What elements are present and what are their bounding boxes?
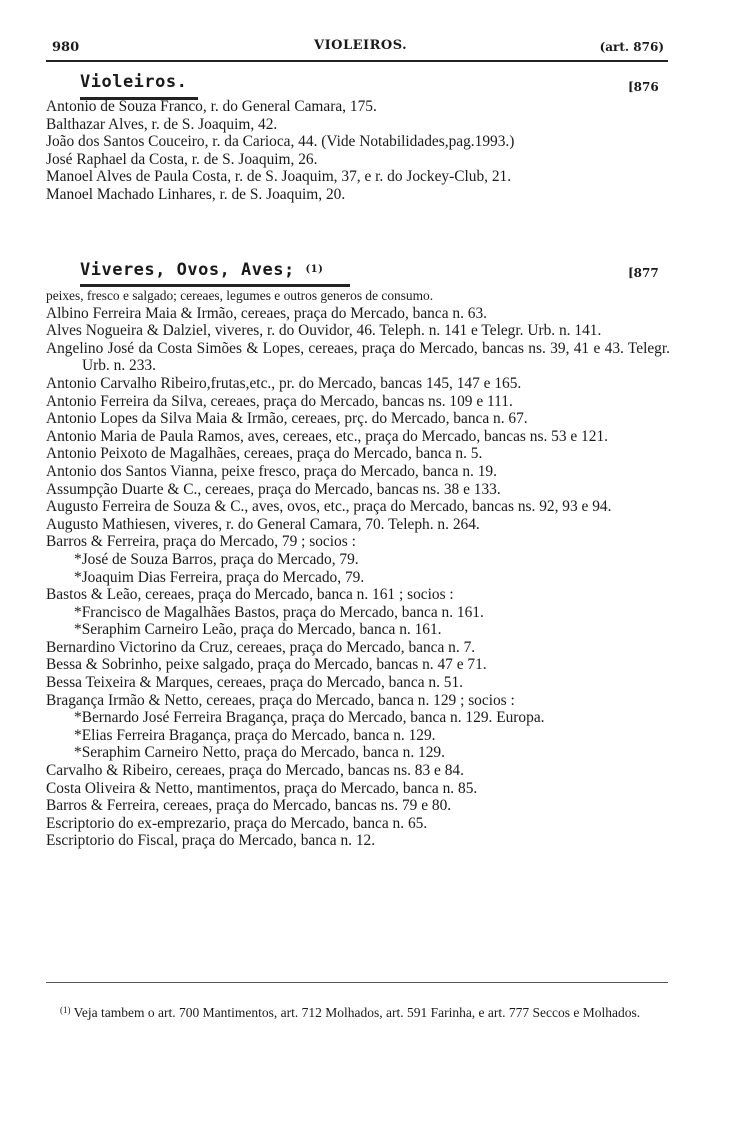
partner-item: *Francisco de Magalhães Bastos, praça do Mercado, banca n. 161. bbox=[74, 603, 484, 621]
header-rule bbox=[46, 60, 668, 62]
partner-item: *Elias Ferreira Bragança, praça do Mercado, banca n. 129. bbox=[74, 726, 436, 744]
list-item: Angelino José da Costa Simões & Lopes, cereaes, praça do Mercado, bancas ns. 39, 41 e 43. Telegr. Urb. n. 233. bbox=[46, 339, 670, 375]
list-item: Alves Nogueira & Dalziel, viveres, r. do Ouvidor, 46. Teleph. n. 141 e Telegr. Urb. n. 141. bbox=[46, 322, 602, 340]
list-item: Manoel Machado Linhares, r. de S. Joaquim, 20. bbox=[46, 185, 346, 203]
list-item: Albino Ferreira Maia & Irmão, cereaes, praça do Mercado, banca n. 63. bbox=[46, 304, 488, 322]
list-item: Carvalho & Ribeiro, cereaes, praça do Mercado, bancas ns. 83 e 84. bbox=[46, 762, 464, 780]
list-item: Augusto Ferreira de Souza & C., aves, ovos, etc., praça do Mercado, bancas ns. 92, 93 e 94. bbox=[46, 498, 612, 516]
list-item: Bastos & Leão, cereaes, praça do Mercado, banca n. 161 ; socios : bbox=[46, 586, 454, 604]
list-item: Assumpção Duarte & C., cereaes, praça do Mercado, bancas ns. 38 e 133. bbox=[46, 480, 501, 498]
list-item: Manoel Alves de Paula Costa, r. de S. Joaquim, 37, e r. do Jockey-Club, 21. bbox=[46, 168, 512, 186]
partner-item: *Seraphim Carneiro Leão, praça do Mercado, banca n. 161. bbox=[74, 621, 442, 639]
list-item: Antonio Lopes da Silva Maia & Irmão, cereaes, prç. do Mercado, banca n. 67. bbox=[46, 410, 528, 428]
footnote bbox=[46, 1002, 670, 1021]
partner-item: *Bernardo José Ferreira Bragança, praça do Mercado, banca n. 129. Europa. bbox=[74, 709, 545, 727]
article-reference: (art. 876) bbox=[599, 40, 664, 54]
list-item: José Raphael da Costa, r. de S. Joaquim, 26. bbox=[46, 150, 318, 168]
list-item: Bessa Teixeira & Marques, cereaes, praça do Mercado, banca n. 51. bbox=[46, 674, 463, 692]
section-title-violeiros bbox=[80, 72, 187, 92]
section-title-text: Viveres, Ovos, Aves; bbox=[80, 260, 295, 280]
list-item: Barros & Ferreira, cereaes, praça do Mercado, bancas ns. 79 e 80. bbox=[46, 797, 452, 815]
list-item: Antonio Carvalho Ribeiro,frutas,etc., pr. do Mercado, bancas 145, 147 e 165. bbox=[46, 374, 522, 392]
violeiros-list bbox=[46, 98, 670, 204]
list-item: Antonio de Souza Franco, r. do General Camara, 175. bbox=[46, 98, 377, 115]
list-item: Bernardino Victorino da Cruz, cereaes, praça do Mercado, banca n. 7. bbox=[46, 638, 476, 656]
footnote-text: Veja tambem o art. 700 Mantimentos, art. 712 Molhados, art. 591 Farinha, e art. 777 Seccos e Molhados. bbox=[73, 1005, 641, 1020]
footnote-marker: (1) bbox=[305, 264, 324, 275]
list-item: Escriptorio do Fiscal, praça do Mercado, banca n. 12. bbox=[46, 832, 376, 850]
footnote-rule bbox=[46, 982, 668, 983]
list-item: Antonio dos Santos Vianna, peixe fresco, praça do Mercado, banca n. 19. bbox=[46, 462, 497, 480]
section-subheading: peixes, fresco e salgado; cereaes, legumes e outros generos de consumo. bbox=[46, 288, 434, 303]
list-item: Bragança Irmão & Netto, cereaes, praça do Mercado, banca n. 129 ; socios : bbox=[46, 691, 515, 709]
list-item: João dos Santos Couceiro, r. da Carioca, 44. (Vide Notabilidades,pag.1993.) bbox=[46, 133, 515, 151]
list-item: Antonio Maria de Paula Ramos, aves, cereaes, etc., praça do Mercado, bancas ns. 53 e 121. bbox=[46, 427, 608, 445]
list-item: Escriptorio do ex-emprezario, praça do Mercado, banca n. 65. bbox=[46, 814, 428, 832]
partner-item: *Joaquim Dias Ferreira, praça do Mercado, 79. bbox=[74, 568, 365, 586]
viveres-list bbox=[46, 287, 670, 850]
section-number-877: [877 bbox=[628, 266, 659, 280]
partner-item: *Seraphim Carneiro Netto, praça do Mercado, banca n. 129. bbox=[74, 744, 445, 762]
section-number-876: [876 bbox=[628, 80, 659, 94]
page-number: 980 bbox=[52, 40, 80, 55]
list-item: Balthazar Alves, r. de S. Joaquim, 42. bbox=[46, 115, 278, 133]
partner-item: *José de Souza Barros, praça do Mercado, 79. bbox=[74, 550, 359, 568]
list-item: Barros & Ferreira, praça do Mercado, 79 ; socios : bbox=[46, 533, 356, 551]
list-item: Costa Oliveira & Netto, mantimentos, praça do Mercado, banca n. 85. bbox=[46, 779, 478, 797]
footnote-mark: (1) bbox=[60, 1005, 71, 1015]
list-item: Augusto Mathiesen, viveres, r. do General Camara, 70. Teleph. n. 264. bbox=[46, 515, 480, 533]
list-item: Bessa & Sobrinho, peixe salgado, praça do Mercado, bancas n. 47 e 71. bbox=[46, 656, 487, 674]
list-item: Antonio Ferreira da Silva, cereaes, praça do Mercado, bancas ns. 109 e 111. bbox=[46, 392, 513, 410]
list-item: Antonio Peixoto de Magalhães, cereaes, praça do Mercado, banca n. 5. bbox=[46, 445, 483, 463]
section-title-viveres bbox=[80, 260, 323, 280]
section-title-text: Violeiros. bbox=[80, 72, 188, 92]
running-title: VIOLEIROS. bbox=[314, 38, 408, 53]
running-header bbox=[46, 36, 668, 58]
